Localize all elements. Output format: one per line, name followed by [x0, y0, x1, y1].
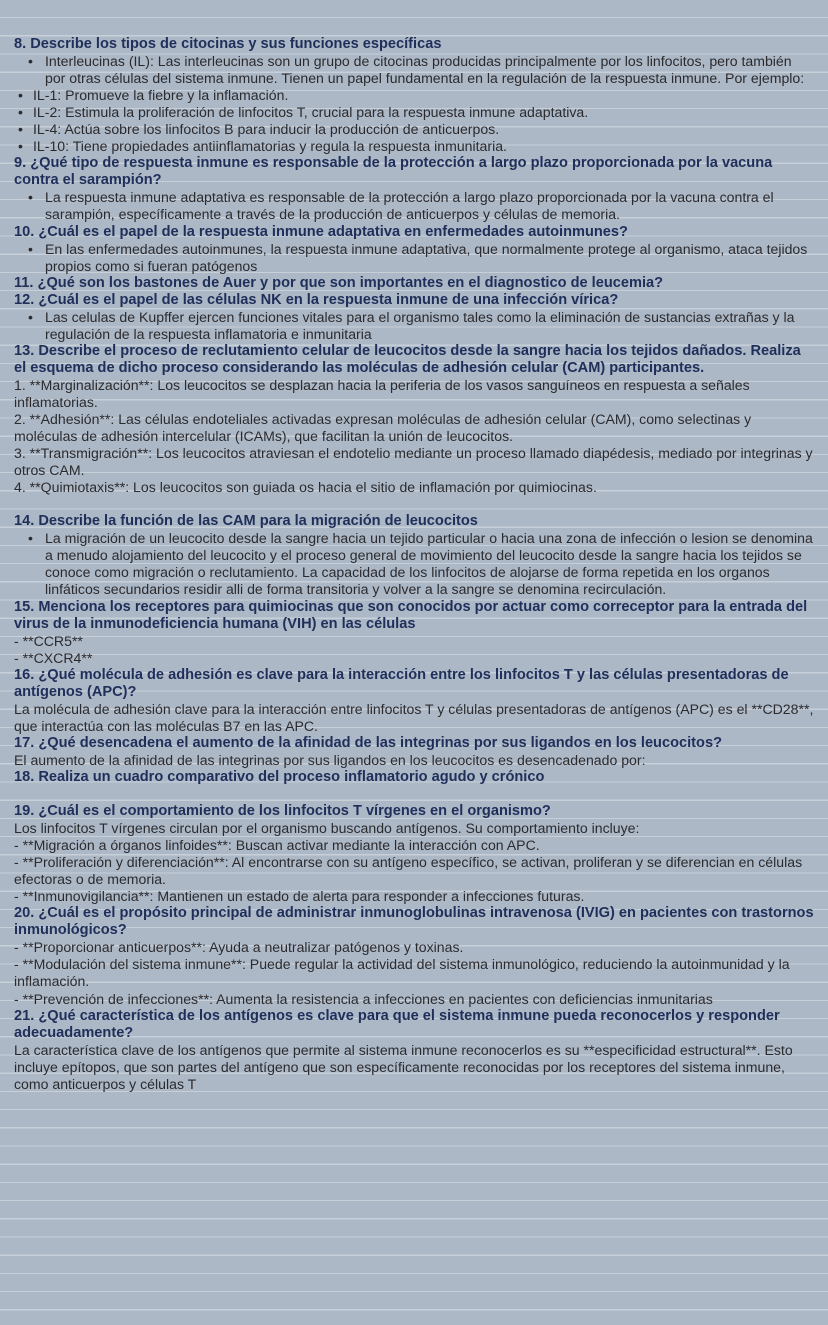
question-heading: 10. ¿Cuál es el papel de la respuesta inmune adaptativa en enfermedades autoinmunes?	[14, 223, 628, 240]
bullet-item: • La migración de un leucocito desde la sangre hacia un tejido particular o hacia una zona de infección o lesion se denomina a menudo alojamiento del leucocito y el proceso general de movimiento del leucocito desde la sangre hacia los tejidos se conoce como migración o reclutamiento. La capacidad de los linfocitos de alojarse de forma repetida en los organos linfáticos secundarios residir alli de forma transitoria y volver a la sangre se denomina recirculación.	[14, 530, 814, 598]
answer-paragraph: - **Prevención de infecciones**: Aumenta la resistencia a infecciones en pacientes con deficiencias inmunitarias	[14, 990, 713, 1007]
answer-paragraph: Los linfocitos T vírgenes circulan por el organismo buscando antígenos. Su comportamiento incluye:	[14, 820, 640, 837]
question-heading: 18. Realiza un cuadro comparativo del proceso inflamatorio agudo y crónico	[14, 768, 545, 785]
answer-paragraph: - **Modulación del sistema inmune**: Puede regular la actividad del sistema inmunológico, reduciendo la autoinmunidad y la inflamación.	[14, 956, 790, 990]
blank-line	[14, 496, 814, 513]
sub-bullet-item: • IL-1: Promueve la fiebre y la inflamación.	[14, 87, 814, 104]
question-heading: 8. Describe los tipos de citocinas y sus funciones específicas	[14, 36, 442, 52]
question-heading: 12. ¿Cuál es el papel de las células NK en la respuesta inmune de una infección vírica?	[14, 291, 619, 308]
document-body	[14, 36, 814, 1093]
answer-paragraph: - **Inmunovigilancia**: Mantienen un estado de alerta para responder a infecciones futuras.	[14, 888, 585, 905]
answer-paragraph: - **Proliferación y diferenciación**: Al encontrarse con su antígeno específico, se activan, proliferan y se diferencian en células efectoras o de memoria.	[14, 854, 803, 888]
question-heading: 20. ¿Cuál es el propósito principal de administrar inmunoglobulinas intravenosa (IVIG) en pacientes con trastornos inmunológicos?	[14, 905, 814, 939]
answer-paragraph: - **Proporcionar anticuerpos**: Ayuda a neutralizar patógenos y toxinas.	[14, 939, 464, 956]
question-heading: 9. ¿Qué tipo de respuesta inmune es responsable de la protección a largo plazo proporcionada por la vacuna contra el sarampión?	[14, 155, 773, 189]
answer-paragraph: - **CCR5**	[14, 632, 83, 649]
question-heading: 16. ¿Qué molécula de adhesión es clave para la interacción entre los linfocitos T y las células presentadoras de antígenos (APC)?	[14, 666, 789, 700]
answer-paragraph: El aumento de la afinidad de las integrinas por sus ligandos en los leucocitos es desencadenado por:	[14, 751, 646, 768]
answer-paragraph: - **CXCR4**	[14, 649, 93, 666]
question-heading: 11. ¿Qué son los bastones de Auer y por que son importantes en el diagnostico de leucemia?	[14, 274, 664, 291]
sub-bullet-item: • IL-2: Estimula la proliferación de linfocitos T, crucial para la respuesta inmune adaptativa.	[14, 104, 814, 121]
answer-paragraph: 4. **Quimiotaxis**: Los leucocitos son guiada os hacia el sitio de inflamación por quimiocinas.	[14, 479, 597, 496]
bullet-item: • En las enfermedades autoinmunes, la respuesta inmune adaptativa, que normalmente protege al organismo, ataca tejidos propios como si fueran patógenos	[14, 241, 814, 275]
question-heading: 15. Menciona los receptores para quimiocinas que son conocidos por actuar como correceptor para la entrada del virus de la inmunodeficiencia humana (VIH) en las células	[14, 598, 808, 632]
answer-paragraph: - **Migración a órganos linfoides**: Buscan activar mediante la interacción con APC.	[14, 837, 540, 854]
sub-bullet-item: • IL-10: Tiene propiedades antiinflamatorias y regula la respuesta inmunitaria.	[14, 138, 814, 155]
question-heading: 21. ¿Qué característica de los antígenos es clave para que el sistema inmune pueda reconocerlos y responder adecuadamente?	[14, 1007, 780, 1041]
answer-paragraph: 1. **Marginalización**: Los leucocitos se desplazan hacia la periferia de los vasos sanguíneos en respuesta a señales inflamatorias.	[14, 376, 750, 410]
answer-paragraph: La molécula de adhesión clave para la interacción entre linfocitos T y células presentadoras de antígenos (APC) es el **CD28**, que interactúa con las moléculas B7 en las APC.	[14, 700, 814, 734]
bullet-item: • Interleucinas (IL): Las interleucinas son un grupo de citocinas producidas principalmente por los linfocitos, pero también por otras células del sistema inmune. Tienen un papel fundamental en la regulación de la respuesta inmune. Por ejemplo:	[14, 53, 814, 87]
bullet-item: • Las celulas de Kupffer ejercen funciones vitales para el organismo tales como la eliminación de sustancias extrañas y la regulación de la respuesta inflamatoria e inmunitaria	[14, 309, 814, 343]
question-heading: 14. Describe la función de las CAM para la migración de leucocitos	[14, 513, 478, 530]
answer-paragraph: 3. **Transmigración**: Los leucocitos atraviesan el endotelio mediante un proceso llamado diapédesis, mediado por integrinas y otros CAM.	[14, 445, 813, 479]
blank-line	[14, 786, 814, 803]
question-heading: 13. Describe el proceso de reclutamiento celular de leucocitos desde la sangre hacia los tejidos dañados. Realiza el esquema de dicho proceso considerando las moléculas de adhesión celular (CAM) participantes.	[14, 342, 801, 376]
bullet-item: • La respuesta inmune adaptativa es responsable de la protección a largo plazo proporcionada por la vacuna contra el sarampión, específicamente a través de la producción de anticuerpos y células de memoria.	[14, 189, 814, 223]
answer-paragraph: 2. **Adhesión**: Las células endoteliales activadas expresan moléculas de adhesión celular (CAM), como selectinas y moléculas de adhesión intercelular (ICAMs), que facilitan la unión de leucocitos.	[14, 411, 752, 445]
answer-paragraph: La característica clave de los antígenos que permite al sistema inmune reconocerlos es su **especificidad estructural**. Esto incluye epítopos, que son partes del antígeno que son específicamente reconocidas por los receptores del sistema inmune, como anticuerpos y células T	[14, 1041, 793, 1092]
question-heading: 17. ¿Qué desencadena el aumento de la afinidad de las integrinas por sus ligandos en los leucocitos?	[14, 734, 722, 751]
sub-bullet-item: • IL-4: Actúa sobre los linfocitos B para inducir la producción de anticuerpos.	[14, 121, 814, 138]
question-heading: 19. ¿Cuál es el comportamiento de los linfocitos T vírgenes en el organismo?	[14, 803, 551, 820]
